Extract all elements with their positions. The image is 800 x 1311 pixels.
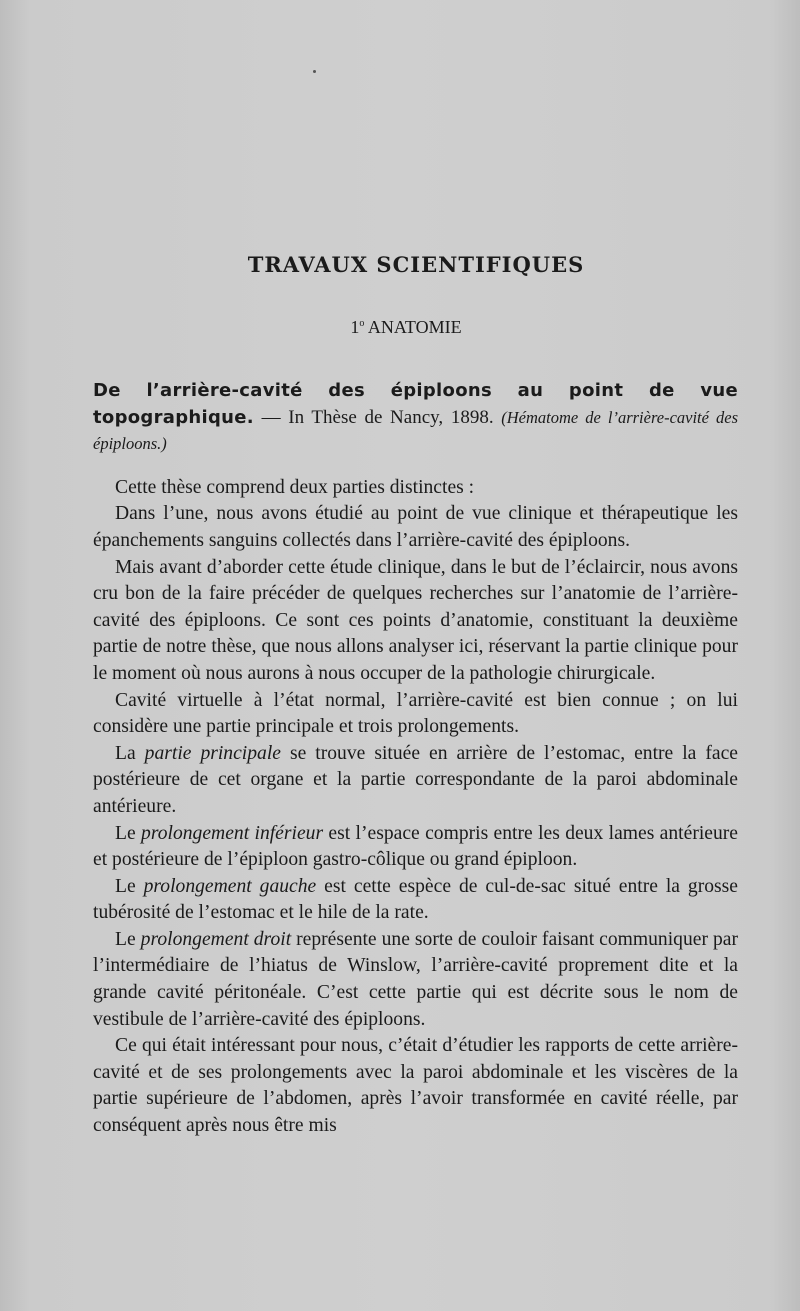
emphasis-term: partie principale bbox=[144, 742, 281, 764]
paragraph: Cette thèse comprend deux parties distinctes : bbox=[115, 476, 475, 498]
paragraph-text: Le bbox=[115, 875, 144, 897]
article-reference: — In Thèse de Nancy, 1898. bbox=[253, 406, 502, 428]
paragraph-text: La bbox=[115, 742, 145, 764]
section-heading bbox=[6, 317, 800, 338]
paragraph: Cavité virtuelle à l’état normal, l’arrière-cavité est bien connue ; on lui considère une partie principale et trois prolongements. bbox=[93, 689, 738, 738]
article-note: (Hématome de l’arrière-cavité des épiploons.) bbox=[93, 407, 739, 454]
emphasis-term: prolongement droit bbox=[140, 928, 292, 950]
paragraph bbox=[93, 927, 738, 1033]
document-body bbox=[93, 378, 738, 1140]
section-number-mark: o bbox=[359, 318, 365, 329]
paragraph: Dans l’une, nous avons étudié au point de vue clinique et thérapeutique les épanchements sanguins collectés dans l’arrière-cavité des épiploons. bbox=[93, 503, 738, 551]
paragraph: Mais avant d’aborder cette étude clinique, dans le but de l’éclaircir, nous avons cru bon de la faire précéder de quelques recherches sur l’anatomie de l’arrière-cavité des épiploons. Ce sont ces points d’anatomie, constituant la deuxième partie de notre thèse, que nous allons analyser ici, réservant la partie clinique pour le moment où nous aurons à nous occuper de la pathologie chirurgicale. bbox=[93, 556, 738, 684]
page-title: TRAVAUX SCIENTIFIQUES bbox=[247, 252, 585, 277]
paragraph-text: Le bbox=[115, 822, 142, 844]
section-number: 1 bbox=[350, 317, 360, 337]
article-title: De l’arrière-cavité des épiploons au point de vue topographique. bbox=[93, 380, 738, 428]
paragraph-text: représente une sorte de couloir faisant communiquer par l’intermédiaire de l’hiatus de Winslow, l’arrière-cavité proprement dite et la grande cavité péritonéale. C’est cette partie qui est décrite sous le nom de vestibule de l’arrière-cavité des épiploons. bbox=[93, 928, 738, 1030]
emphasis-term: prolongement gauche bbox=[143, 875, 317, 897]
paragraph bbox=[93, 874, 738, 927]
section-label: ANATOMIE bbox=[367, 317, 462, 337]
paragraph-text: est l’espace compris entre les deux lames antérieure et postérieure de l’épiploon gastro-côlique ou grand épiploon. bbox=[93, 822, 739, 871]
paragraph bbox=[93, 741, 738, 821]
emphasis-term: prolongement inférieur bbox=[141, 822, 324, 844]
paragraph: Ce qui était intéressant pour nous, c’était d’étudier les rapports de cette arrière-cavité et de ses prolongements avec la paroi abdominale et les viscères de la partie supérieure de l’abdomen, après l’avoir transformée en cavité réelle, par conséquent après nous être mis bbox=[93, 1035, 738, 1137]
paragraph-text: est cette espèce de cul-de-sac situé entre la grosse tubérosité de l’estomac et le hile de la rate. bbox=[93, 875, 738, 924]
paragraph bbox=[93, 821, 738, 874]
paragraph-text: Le bbox=[115, 928, 141, 950]
paragraph-text: se trouve située en arrière de l’estomac, entre la face postérieure de cet organe et la partie correspondante de la paroi abdominale antérieure. bbox=[93, 742, 738, 817]
article-heading bbox=[93, 378, 738, 458]
print-mark bbox=[313, 70, 316, 73]
